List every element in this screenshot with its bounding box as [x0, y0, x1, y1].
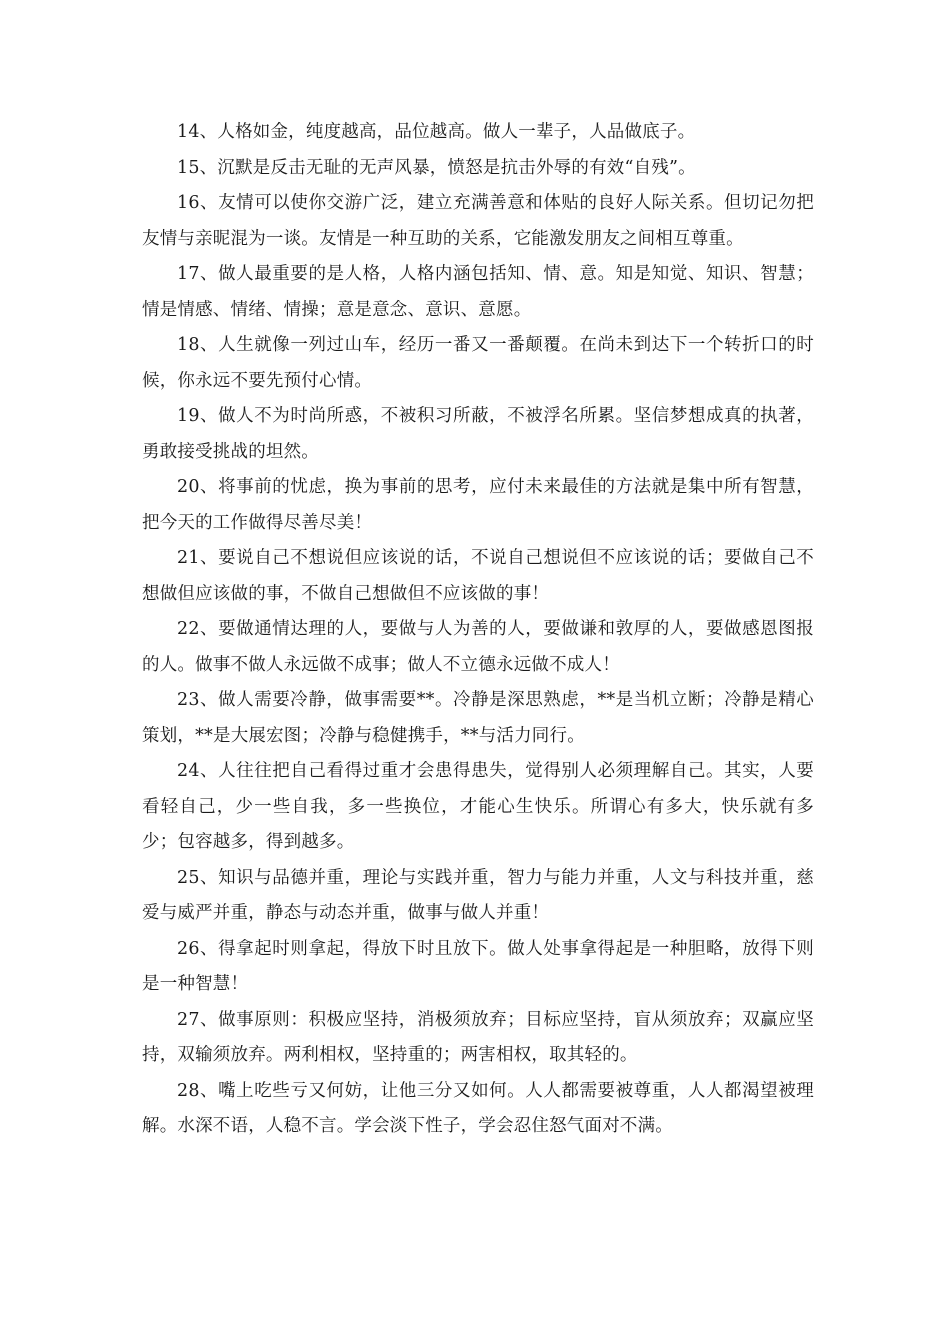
- document-body: [142, 115, 814, 1145]
- paragraph-24: [142, 754, 814, 861]
- paragraph-16: [142, 186, 814, 257]
- paragraph-text: 23、做人需要冷静，做事需要**。冷静是深思熟虑，**是当机立断；冷静是精心策划，**是大展宏图；冷静与稳健携手，**与活力同行。: [142, 690, 814, 746]
- paragraph-text: 27、做事原则：积极应坚持，消极须放弃；目标应坚持，盲从须放弃；双赢应坚持，双输须放弃。两利相权，坚持重的；两害相权，取其轻的。: [142, 1009, 814, 1065]
- paragraph-14: [142, 115, 814, 151]
- paragraph-text: 28、嘴上吃些亏又何妨，让他三分又如何。人人都需要被尊重，人人都渴望被理解。水深不语，人稳不言。学会淡下性子，学会忍住怒气面对不满。: [142, 1080, 814, 1136]
- paragraph-25: [142, 861, 814, 932]
- paragraph-22: [142, 612, 814, 683]
- paragraph-text: 16、友情可以使你交游广泛，建立充满善意和体贴的良好人际关系。但切记勿把友情与亲昵混为一谈。友情是一种互助的关系，它能激发朋友之间相互尊重。: [142, 193, 814, 249]
- paragraph-18: [142, 328, 814, 399]
- paragraph-text: 21、要说自己不想说但应该说的话，不说自己想说但不应该说的话；要做自己不想做但应该做的事，不做自己想做但不应该做的事！: [142, 548, 814, 604]
- paragraph-26: [142, 932, 814, 1003]
- paragraph-text: 25、知识与品德并重，理论与实践并重，智力与能力并重，人文与科技并重，慈爱与威严并重，静态与动态并重，做事与做人并重！: [142, 867, 814, 923]
- paragraph-text: 17、做人最重要的是人格，人格内涵包括知、情、意。知是知觉、知识、智慧；情是情感、情绪、情操；意是意念、意识、意愿。: [142, 264, 814, 320]
- paragraph-text: 19、做人不为时尚所惑，不被积习所蔽，不被浮名所累。坚信梦想成真的执著，勇敢接受挑战的坦然。: [142, 406, 814, 462]
- paragraph-19: [142, 399, 814, 470]
- paragraph-27: [142, 1003, 814, 1074]
- paragraph-text: 14、人格如金，纯度越高，品位越高。做人一辈子，人品做底子。: [177, 122, 696, 142]
- paragraph-17: [142, 257, 814, 328]
- paragraph-text: 20、将事前的忧虑，换为事前的思考，应付未来最佳的方法就是集中所有智慧，把今天的工作做得尽善尽美！: [142, 477, 814, 533]
- paragraph-text: 18、人生就像一列过山车，经历一番又一番颠覆。在尚未到达下一个转折口的时候，你永远不要先预付心情。: [142, 335, 814, 391]
- paragraph-21: [142, 541, 814, 612]
- paragraph-20: [142, 470, 814, 541]
- paragraph-text: 26、得拿起时则拿起，得放下时且放下。做人处事拿得起是一种胆略，放得下则是一种智慧！: [142, 938, 814, 994]
- paragraph-28: [142, 1074, 814, 1145]
- paragraph-23: [142, 683, 814, 754]
- paragraph-text: 22、要做通情达理的人，要做与人为善的人，要做谦和敦厚的人，要做感恩图报的人。做事不做人永远做不成事；做人不立德永远做不成人！: [142, 619, 814, 675]
- paragraph-text: 24、人往往把自己看得过重才会患得患失，觉得别人必须理解自己。其实，人要看轻自己，少一些自我，多一些换位，才能心生快乐。所谓心有多大，快乐就有多少；包容越多，得到越多。: [142, 761, 814, 852]
- paragraph-text: 15、沉默是反击无耻的无声风暴，愤怒是抗击外辱的有效“自残”。: [177, 157, 696, 178]
- paragraph-15: [142, 151, 814, 187]
